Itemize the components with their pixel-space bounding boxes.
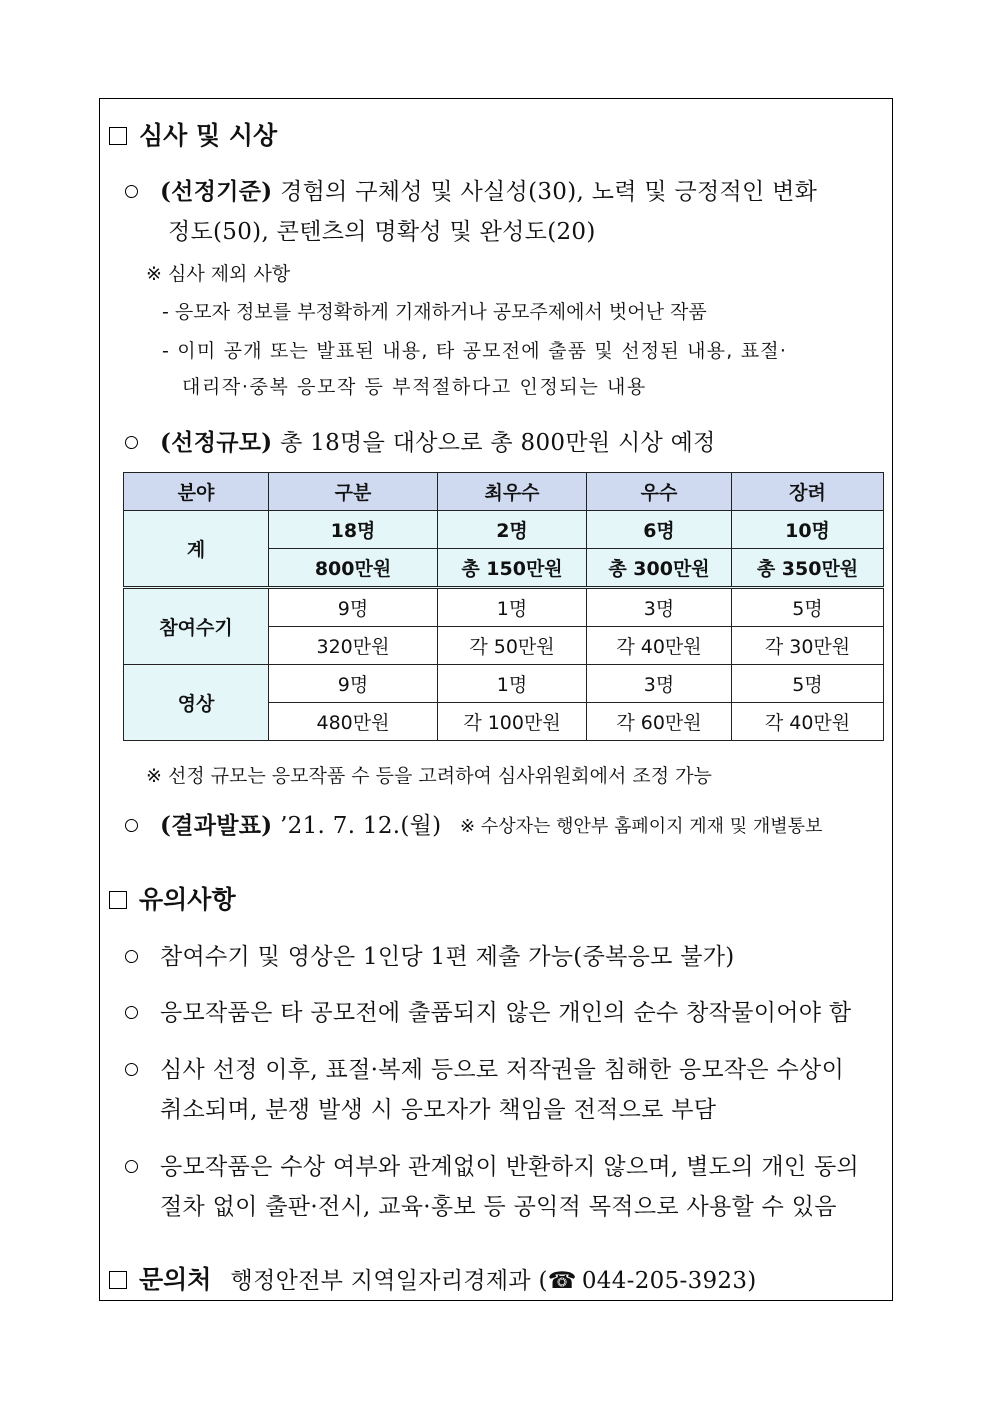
- exclusion-item-2-line1: - 이미 공개 또는 발표된 내용, 타 공모전에 출품 및 선정된 내용, 표절·: [162, 340, 788, 362]
- exclusion-heading: ※ 심사 제외 사항: [146, 263, 291, 285]
- table-cell: 18명: [269, 511, 438, 549]
- notes-item-3-line2: 취소되며, 분쟁 발생 시 응모자가 책임을 전적으로 부담: [160, 1097, 717, 1123]
- table-row: [124, 588, 884, 627]
- table-cell: 각 60만원: [587, 703, 732, 741]
- square-bullet-icon: [109, 1271, 127, 1289]
- notes-text: 응모작품은 타 공모전에 출품되지 않은 개인의 순수 창작물이어야 함: [160, 1000, 852, 1026]
- table-header: 우수: [587, 473, 732, 511]
- table-cell: 각 40만원: [587, 627, 732, 665]
- table-header: 장려: [732, 473, 884, 511]
- phone-icon: ☎: [547, 1268, 577, 1294]
- notes-text: 응모작품은 수상 여부와 관계없이 반환하지 않으며, 별도의 개인 동의: [160, 1154, 860, 1180]
- criteria-line2: 정도(50), 콘텐츠의 명확성 및 완성도(20): [168, 219, 596, 245]
- contact-text: 행정안전부 지역일자리경제과 (: [230, 1268, 548, 1294]
- table-cell: 6명: [587, 511, 732, 549]
- section-title: 심사 및 시상: [139, 121, 278, 150]
- criteria-label: (선정기준): [160, 178, 273, 205]
- prize-table: [123, 472, 884, 741]
- table-cell: 3명: [587, 588, 732, 627]
- scale-line: [125, 424, 716, 457]
- table-cell: 3명: [587, 665, 732, 703]
- table-cell: 9명: [269, 588, 438, 627]
- square-bullet-icon: [109, 891, 127, 909]
- table-header: 최우수: [438, 473, 587, 511]
- table-cell: 10명: [732, 511, 884, 549]
- table-cell: 5명: [732, 588, 884, 627]
- criteria-line1: [125, 173, 817, 206]
- contact-phone: 044-205-3923): [581, 1268, 757, 1294]
- table-row: [124, 665, 884, 703]
- table-cell: 각 100만원: [438, 703, 587, 741]
- table-cell: 총 150만원: [438, 549, 587, 588]
- notes-text: 참여수기 및 영상은 1인당 1편 제출 가능(중복응모 불가): [160, 944, 735, 970]
- table-cell-field: 참여수기: [124, 588, 269, 665]
- result-date: ’21. 7. 12.(월): [280, 813, 442, 839]
- table-cell: 각 40만원: [732, 703, 884, 741]
- result-line: [125, 807, 441, 840]
- table-cell-field: 영상: [124, 665, 269, 741]
- square-bullet-icon: [109, 127, 127, 145]
- table-cell: 각 30만원: [732, 627, 884, 665]
- table-cell: 각 50만원: [438, 627, 587, 665]
- table-cell: 1명: [438, 588, 587, 627]
- scale-label: (선정규모): [160, 429, 273, 456]
- table-header: 분야: [124, 473, 269, 511]
- notes-item-2: [125, 994, 851, 1027]
- table-cell: 2명: [438, 511, 587, 549]
- exclusion-item-2-line2: 대리작·중복 응모작 등 부적절하다고 인정되는 내용: [182, 376, 647, 398]
- exclusion-item-1: - 응모자 정보를 부정확하게 기재하거나 공모주제에서 벗어난 작품: [162, 301, 707, 323]
- table-cell: 480만원: [269, 703, 438, 741]
- notes-item-4: [125, 1148, 859, 1181]
- contact-line: [109, 1260, 757, 1296]
- table-cell: 총 350만원: [732, 549, 884, 588]
- table-note: ※ 선정 규모는 응모작품 수 등을 고려하여 심사위원회에서 조정 가능: [146, 765, 712, 787]
- criteria-text: 경험의 구체성 및 사실성(30), 노력 및 긍정적인 변화: [280, 179, 818, 205]
- circle-bullet-icon: [125, 950, 138, 963]
- scale-text: 총 18명을 대상으로 총 800만원 시상 예정: [280, 430, 716, 456]
- result-label: (결과발표): [160, 812, 273, 839]
- result-note: ※ 수상자는 행안부 홈페이지 게재 및 개별통보: [460, 816, 823, 837]
- table-cell: 5명: [732, 665, 884, 703]
- section-title: 유의사항: [139, 885, 236, 914]
- circle-bullet-icon: [125, 1063, 138, 1076]
- notes-text: 심사 선정 이후, 표절·복제 등으로 저작권을 침해한 응모작은 수상이: [160, 1057, 845, 1083]
- table-cell: 320만원: [269, 627, 438, 665]
- table-header-row: [124, 473, 884, 511]
- table-cell-field: 계: [124, 511, 269, 588]
- notes-item-4-line2: 절차 없이 출판·전시, 교육·홍보 등 공익적 목적으로 사용할 수 있음: [160, 1194, 837, 1220]
- table-cell: 총 300만원: [587, 549, 732, 588]
- table-cell: 800만원: [269, 549, 438, 588]
- table-cell: 1명: [438, 665, 587, 703]
- circle-bullet-icon: [125, 819, 138, 832]
- circle-bullet-icon: [125, 1006, 138, 1019]
- circle-bullet-icon: [125, 436, 138, 449]
- notes-item-1: [125, 938, 735, 971]
- table-row: [124, 511, 884, 549]
- table-header: 구분: [269, 473, 438, 511]
- section-heading-notes: [109, 880, 236, 916]
- section-title: 문의처: [139, 1265, 212, 1294]
- section-heading-review: [109, 116, 277, 152]
- notes-item-3: [125, 1051, 844, 1084]
- circle-bullet-icon: [125, 185, 138, 198]
- table-cell: 9명: [269, 665, 438, 703]
- circle-bullet-icon: [125, 1160, 138, 1173]
